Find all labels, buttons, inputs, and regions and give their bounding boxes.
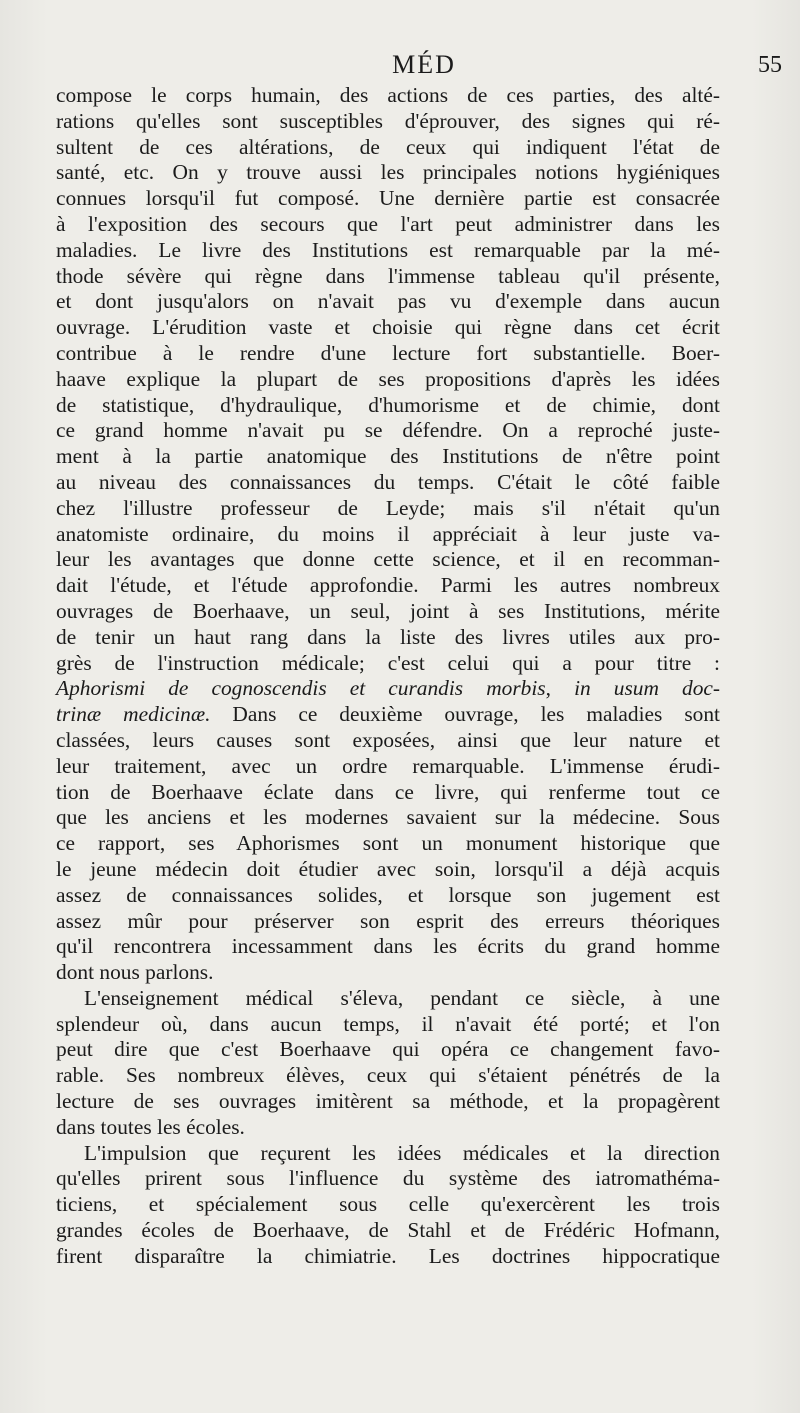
text-line: ce rapport, ses Aphorismes sont un monument historique que <box>56 831 720 856</box>
text-line: ce grand homme n'avait pu se défendre. On a reproché juste- <box>56 418 720 443</box>
paragraph <box>56 986 720 1141</box>
text-line: dait l'étude, et l'étude approfondie. Parmi les autres nombreux <box>56 573 720 598</box>
text-line: firent disparaître la chimiatrie. Les doctrines hippocratique <box>56 1243 720 1268</box>
text-line: que les anciens et les modernes savaient sur la médecine. Sous <box>56 805 720 830</box>
text-line: et dont jusqu'alors on n'avait pas vu d'exemple dans aucun <box>56 289 720 314</box>
text-line: dans toutes les écoles. <box>56 1114 245 1139</box>
text-line: maladies. Le livre des Institutions est remarquable par la mé- <box>56 237 720 262</box>
title-separator: , <box>545 676 575 701</box>
page-number: 55 <box>758 52 782 78</box>
text-line: sultent de ces altérations, de ceux qui indiquent l'état de <box>56 134 720 159</box>
text-line: grès de l'instruction médicale; c'est celui qui a pour titre : <box>56 650 720 675</box>
text-line: rable. Ses nombreux élèves, ceux qui s'étaient pénétrés de la <box>56 1063 720 1088</box>
text-line: compose le corps humain, des actions de ces parties, des alté- <box>56 83 720 107</box>
text-after-title: Dans ce deuxième ouvrage, les maladies sont <box>210 702 720 727</box>
text-line: ouvrages de Boerhaave, un seul, joint à ses Institutions, mérite <box>56 598 720 623</box>
paragraph <box>56 676 720 986</box>
text-line: le jeune médecin doit étudier avec soin, lorsqu'il a déjà acquis <box>56 856 720 881</box>
text-line: tion de Boerhaave éclate dans ce livre, qui renferme tout ce <box>56 779 720 804</box>
running-head: MÉD <box>392 50 456 79</box>
text-line: au niveau des connaissances du temps. C'était le côté faible <box>56 469 720 494</box>
text-line: assez de connaissances solides, et lorsque son jugement est <box>56 882 720 907</box>
book-title-suffix: in usum doc- <box>574 676 721 701</box>
book-title: Aphorismi de cognoscendis et curandis morbis <box>56 676 546 701</box>
book-title-end: trinæ medicinæ. <box>56 702 211 727</box>
text-line: splendeur où, dans aucun temps, il n'avait été porté; et l'on <box>56 1011 720 1036</box>
text-line: qu'il rencontrera incessamment dans les écrits du grand homme <box>56 934 720 959</box>
paragraph <box>56 1141 720 1270</box>
text-line: classées, leurs causes sont exposées, ainsi que leur nature et <box>56 727 720 752</box>
text-line: dont nous parlons. <box>56 960 214 985</box>
text-line: connues lorsqu'il fut composé. Une dernière partie est consacrée <box>56 186 720 211</box>
text-line: santé, etc. On y trouve aussi les principales notions hygiéniques <box>56 160 720 185</box>
text-line: ouvrage. L'érudition vaste et choisie qui règne dans cet écrit <box>56 315 720 340</box>
text-line: ticiens, et spécialement sous celle qu'exercèrent les trois <box>56 1192 720 1217</box>
text-line <box>56 676 720 702</box>
paragraph <box>56 83 720 676</box>
text-line: rations qu'elles sont susceptibles d'éprouver, des signes qui ré- <box>56 108 720 133</box>
text-line: à l'exposition des secours que l'art peut administrer dans les <box>56 211 720 236</box>
text-line: assez mûr pour préserver son esprit des erreurs théoriques <box>56 908 720 933</box>
text-line: de statistique, d'hydraulique, d'humorisme et de chimie, dont <box>56 392 720 417</box>
text-line: de tenir un haut rang dans la liste des livres utiles aux pro- <box>56 624 720 649</box>
text-line: haave explique la plupart de ses propositions d'après les idées <box>56 366 720 391</box>
text-line: ment à la partie anatomique des Institutions de n'être point <box>56 444 720 469</box>
body-text <box>56 83 720 1270</box>
text-line: thode sévère qui règne dans l'immense tableau qu'il présente, <box>56 263 720 288</box>
text-line: L'impulsion que reçurent les idées médicales et la direction <box>84 1140 720 1165</box>
page-header <box>56 50 792 82</box>
text-line: contribue à le rendre d'une lecture fort substantielle. Boer- <box>56 340 720 365</box>
text-line: L'enseignement médical s'éleva, pendant ce siècle, à une <box>84 985 720 1010</box>
text-line: grandes écoles de Boerhaave, de Stahl et de Frédéric Hofmann, <box>56 1218 720 1243</box>
text-line: qu'elles prirent sous l'influence du système des iatromathéma- <box>56 1166 720 1191</box>
text-line: anatomiste ordinaire, du moins il appréciait à leur juste va- <box>56 521 720 546</box>
text-line: peut dire que c'est Boerhaave qui opéra ce changement favo- <box>56 1037 720 1062</box>
text-line <box>56 702 720 728</box>
text-line: chez l'illustre professeur de Leyde; mais s'il n'était qu'un <box>56 495 720 520</box>
text-line: leur les avantages que donne cette science, et il en recomman- <box>56 547 720 572</box>
text-line: leur traitement, avec un ordre remarquable. L'immense érudi- <box>56 753 720 778</box>
text-line: lecture de ses ouvrages imitèrent sa méthode, et la propagèrent <box>56 1089 720 1114</box>
